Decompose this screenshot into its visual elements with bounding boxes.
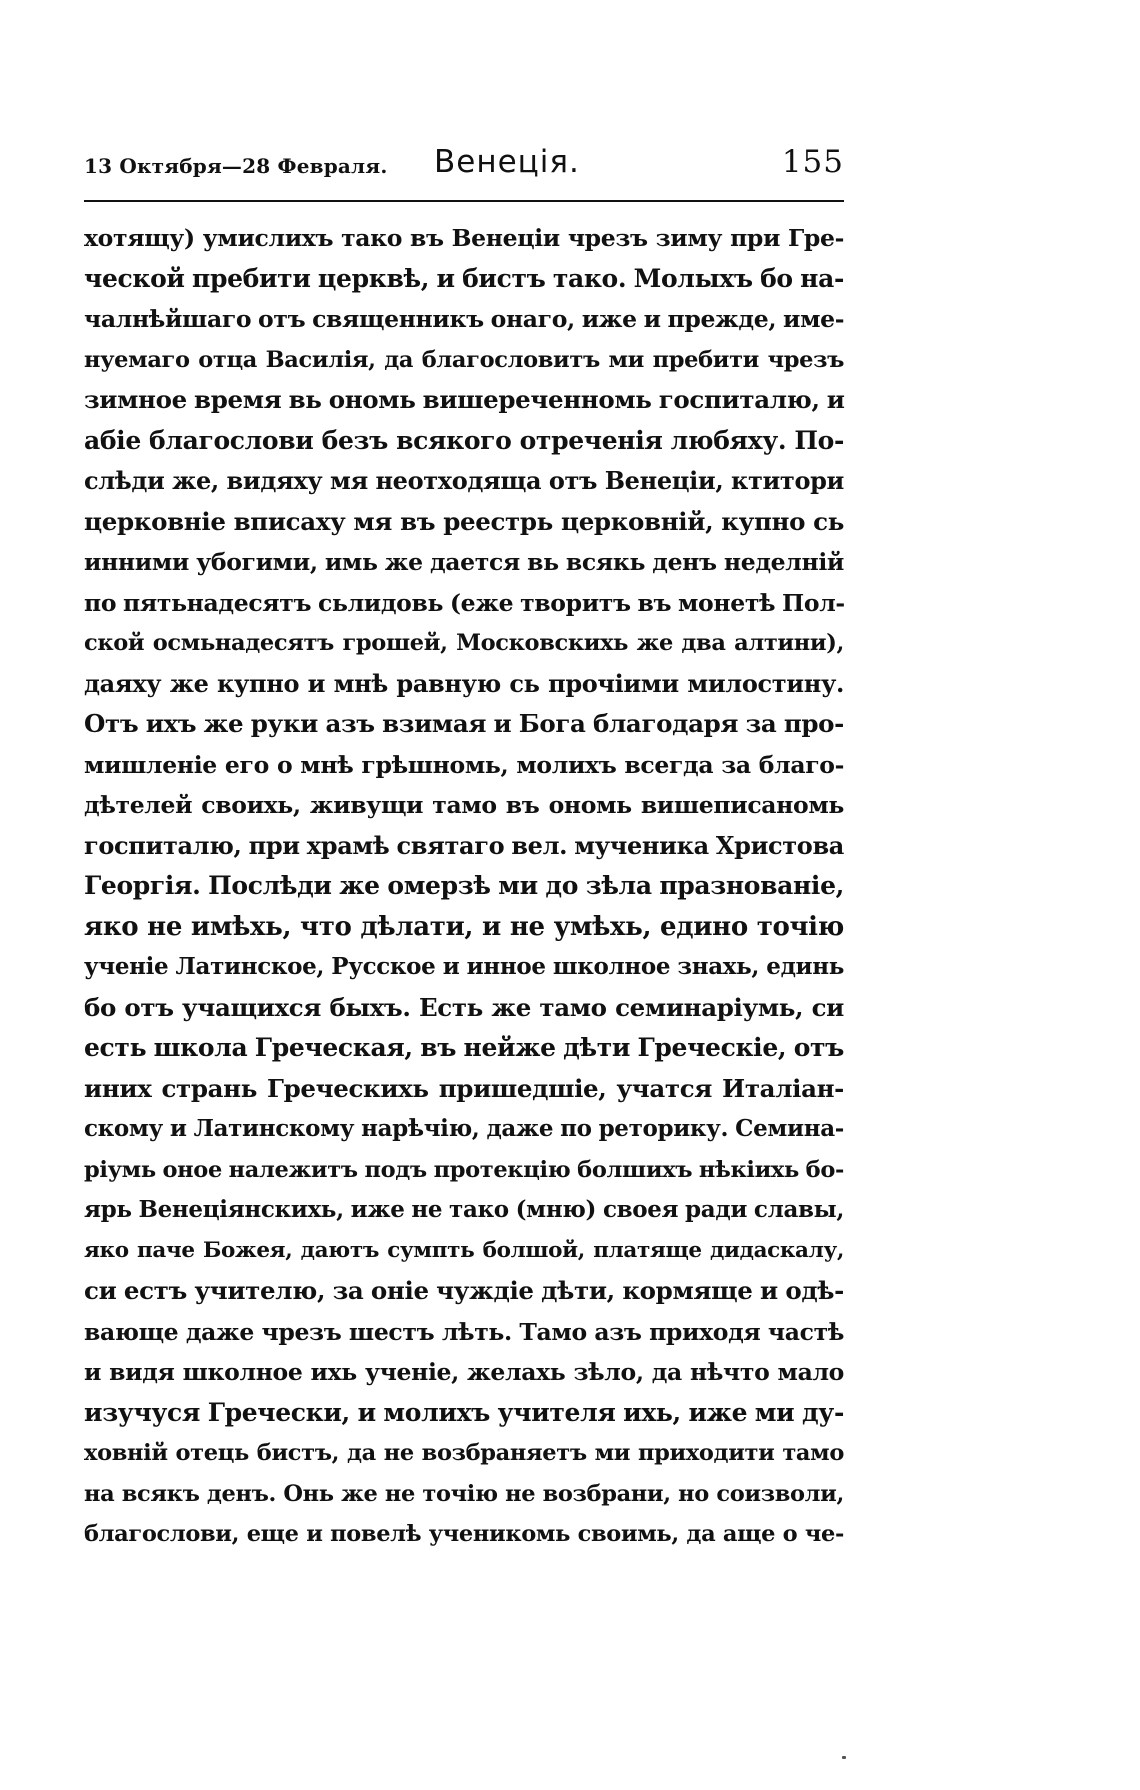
text-line: яко паче Божея, даютъ сумпть болшой, платяще дидаскалу, bbox=[84, 1237, 844, 1263]
text-line: чалнѣйшаго отъ священникъ онаго, иже и прежде, име- bbox=[84, 305, 845, 333]
text-line: зимное время вь ономь вишереченномь госпиталю, и bbox=[84, 385, 845, 414]
text-line: госпиталю, при храмѣ святаго вел. мученика Христова bbox=[84, 830, 844, 860]
text-line: нуемаго отца Василія, да благословитъ ми пребити чрезъ bbox=[84, 346, 844, 373]
text-line: мишленіе его о мнѣ грѣшномь, молихъ всегда за благо- bbox=[84, 750, 844, 779]
text-line: Георгія. Послѣди же омерзѣ ми до зѣла празнованіе, bbox=[84, 871, 844, 900]
text-line: слѣди же, видяху мя неотходяща отъ Венеціи, ктитори bbox=[84, 466, 844, 495]
running-head bbox=[84, 140, 844, 196]
text-line: церковніе вписаху мя въ реестрь церковній, купно сь bbox=[84, 506, 844, 536]
text-line: си естъ учителю, за оніе чуждіе дѣти, кормяще и одѣ- bbox=[84, 1276, 844, 1305]
text-line: абіе благослови безъ всякого отреченія любяху. По- bbox=[84, 425, 844, 455]
header-rule bbox=[84, 200, 844, 202]
text-line: ческой пребити церквѣ, и бистъ тако. Молыхъ бо на- bbox=[84, 263, 844, 293]
page-number: 155 bbox=[781, 144, 844, 180]
text-line: Отъ ихъ же руки азъ взимая и Бога благодаря за про- bbox=[84, 709, 844, 738]
text-line: ученіе Латинское, Русское и инное школное знахь, единь bbox=[84, 953, 844, 980]
text-line: ховній отець бистъ, да не возбраняетъ ми приходити тамо bbox=[84, 1440, 844, 1466]
text-line: бо отъ учащихся быхъ. Есть же тамо семинаріумь, си bbox=[84, 992, 844, 1022]
text-line: вающе даже чрезъ шестъ лѣть. Тамо азъ приходя частѣ bbox=[84, 1317, 844, 1346]
running-head-title: Венеція. bbox=[434, 144, 580, 180]
body-text bbox=[84, 218, 844, 1555]
text-line: иних странь Греческихь пришедшіе, учатся Италіан- bbox=[84, 1073, 844, 1103]
text-line: дѣтелей своихь, живущи тамо въ ономь вишеписаномь bbox=[84, 791, 844, 819]
text-line: и видя школное ихь ученіе, желахь зѣло, да нѣчто мало bbox=[84, 1358, 844, 1386]
text-line: хотящу) умислихъ тако въ Венеціи чрезъ зиму при Гре- bbox=[84, 224, 844, 252]
text-line: яко не имѣхь, что дѣлати, и не умѣхь, едино точію bbox=[84, 911, 844, 942]
text-line: ской осмьнадесятъ грошей, Московскихь же два алтини), bbox=[84, 630, 844, 656]
text-line: на всякъ денъ. Онь же не точію не возбрани, но соизволи, bbox=[84, 1480, 844, 1507]
text-line: изучуся Гречески, и молихъ учителя ихь, иже ми ду- bbox=[84, 1397, 844, 1427]
text-line: скому и Латинскому нарѣчію, даже по реторику. Семина- bbox=[84, 1115, 844, 1142]
text-line: ріумь оное належитъ подъ протекцію болшихъ нѣкіихь бо- bbox=[84, 1156, 844, 1183]
text-line: инними убогими, имь же дается вь всякь денъ неделній bbox=[84, 548, 844, 576]
text-line: по пятьнадесятъ сьлидовь (еже творитъ въ монетѣ Пол- bbox=[84, 588, 845, 617]
text-line: даяху же купно и мнѣ равную сь прочіими милостину. bbox=[84, 668, 844, 698]
text-line: благослови, еще и повелѣ ученикомь своимь, да аще о че- bbox=[84, 1521, 844, 1547]
text-line: ярь Венеціянскихь, иже не тако (мню) своея ради славы, bbox=[84, 1196, 844, 1223]
print-speck bbox=[842, 1756, 846, 1759]
running-head-dates: 13 Октября—28 Февраля. bbox=[84, 154, 388, 178]
text-line: есть школа Греческая, въ нейже дѣти Греческіе, отъ bbox=[84, 1033, 844, 1062]
